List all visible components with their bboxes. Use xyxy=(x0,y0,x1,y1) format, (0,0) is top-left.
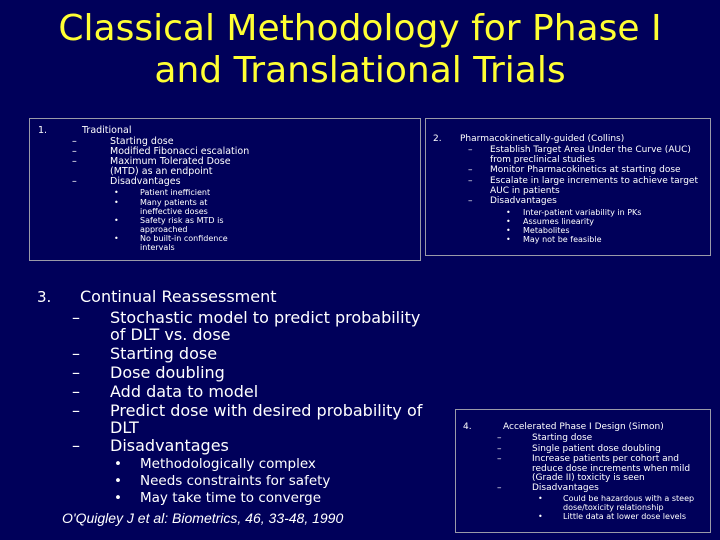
sub-item: Assumes linearity xyxy=(523,217,595,226)
bullet-marker: • xyxy=(114,198,119,207)
bullet-marker: • xyxy=(114,456,122,472)
bullet-marker: • xyxy=(506,226,511,235)
dash-marker: – xyxy=(72,176,77,187)
sub-item: Safety risk as MTD is xyxy=(140,216,224,225)
dash-marker: – xyxy=(72,436,80,455)
list-item: Single patient dose doubling xyxy=(532,444,661,454)
list-item: Maximum Tolerated Dose xyxy=(110,156,231,167)
sub-item: intervals xyxy=(140,243,175,252)
list-item: Establish Target Area Under the Curve (AUC) xyxy=(490,145,691,155)
dash-marker: – xyxy=(497,483,502,493)
dash-marker: – xyxy=(72,382,80,401)
bullet-marker: • xyxy=(114,490,122,506)
sub-item: ineffective doses xyxy=(140,207,208,216)
list-item: Increase patients per cohort and xyxy=(532,454,680,464)
panel-heading: Accelerated Phase I Design (Simon) xyxy=(503,422,664,432)
list-item: Starting dose xyxy=(532,433,593,443)
panel-number: 1. xyxy=(38,125,48,136)
list-item: Predict dose with desired probability of xyxy=(110,401,423,420)
dash-marker: – xyxy=(72,156,77,167)
list-item: (MTD) as an endpoint xyxy=(110,166,213,177)
citation: O'Quigley J et al: Biometrics, 46, 33-48, 1990 xyxy=(62,510,344,526)
dash-marker: – xyxy=(72,344,80,363)
dash-marker: – xyxy=(497,433,502,443)
dash-marker: – xyxy=(72,146,77,157)
list-item: AUC in patients xyxy=(490,186,560,196)
dash-marker: – xyxy=(468,176,473,186)
dash-marker: – xyxy=(72,363,80,382)
sub-item: May not be feasible xyxy=(523,235,602,244)
sub-item: Patient inefficient xyxy=(140,188,211,197)
slide-title xyxy=(0,8,720,92)
bullet-marker: • xyxy=(538,512,543,521)
sub-item: Little data at lower dose levels xyxy=(563,512,686,521)
sub-item: Needs constraints for safety xyxy=(140,473,331,489)
title-line-2: and Translational Trials xyxy=(154,50,566,91)
dash-marker: – xyxy=(497,454,502,464)
panel-number: 4. xyxy=(463,422,472,432)
bullet-marker: • xyxy=(506,235,511,244)
list-item: from preclinical studies xyxy=(490,155,595,165)
panel-heading: Pharmacokinetically-guided (Collins) xyxy=(460,134,625,144)
list-item: Monitor Pharmacokinetics at starting dose xyxy=(490,165,681,175)
sub-item: Inter-patient variability in PKs xyxy=(523,208,642,217)
sub-item: Methodologically complex xyxy=(140,456,316,472)
sub-item: dose/toxicity relationship xyxy=(563,503,664,512)
sub-item: No built-in confidence xyxy=(140,234,228,243)
list-item: Add data to model xyxy=(110,382,259,401)
sub-item: Metabolites xyxy=(523,226,570,235)
dash-marker: – xyxy=(72,136,77,147)
bullet-marker: • xyxy=(114,473,122,489)
bullet-marker: • xyxy=(506,217,511,226)
dash-marker: – xyxy=(468,145,473,155)
sub-item: approached xyxy=(140,225,188,234)
sub-item: Many patients at xyxy=(140,198,208,207)
list-item: Starting dose xyxy=(110,344,218,363)
bullet-marker: • xyxy=(114,216,119,225)
list-item: DLT xyxy=(110,418,139,437)
dash-marker: – xyxy=(72,308,80,327)
panel-heading: Continual Reassessment xyxy=(80,287,277,306)
list-item: Modified Fibonacci escalation xyxy=(110,146,250,157)
panel-number: 2. xyxy=(433,134,442,144)
list-item: Stochastic model to predict probability xyxy=(110,308,421,327)
list-item: reduce dose increments when mild xyxy=(532,464,691,474)
list-item: of DLT vs. dose xyxy=(110,325,231,344)
list-item: Disadvantages xyxy=(490,196,557,206)
bullet-marker: • xyxy=(114,234,119,243)
panel-heading: Traditional xyxy=(82,125,132,136)
sub-item: May take time to converge xyxy=(140,490,322,506)
bullet-marker: • xyxy=(506,208,511,217)
dash-marker: – xyxy=(468,165,473,175)
list-item: Disadvantages xyxy=(110,176,181,187)
list-item: Disadvantages xyxy=(110,436,229,455)
list-item: Dose doubling xyxy=(110,363,225,382)
dash-marker: – xyxy=(468,196,473,206)
bullet-marker: • xyxy=(114,188,119,197)
list-item: (Grade II) toxicity is seen xyxy=(532,473,645,483)
dash-marker: – xyxy=(497,444,502,454)
list-item: Starting dose xyxy=(110,136,174,147)
panel-number: 3. xyxy=(37,288,52,306)
list-item: Disadvantages xyxy=(532,483,599,493)
sub-item: Could be hazardous with a steep xyxy=(563,494,695,503)
title-line-1: Classical Methodology for Phase I xyxy=(58,8,662,49)
dash-marker: – xyxy=(72,401,80,420)
bullet-marker: • xyxy=(538,494,543,503)
list-item: Escalate in large increments to achieve target xyxy=(490,176,698,186)
